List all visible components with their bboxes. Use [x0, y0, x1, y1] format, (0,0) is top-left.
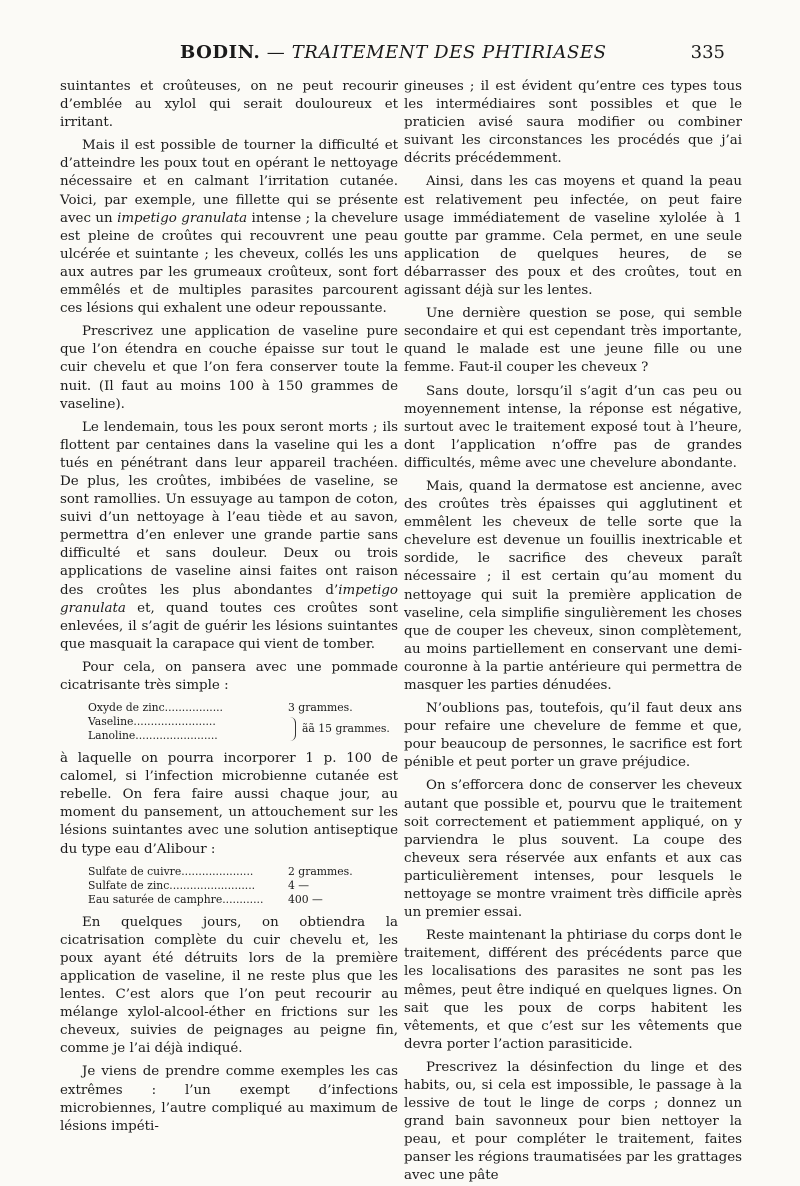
paragraph: à laquelle on pourra incorporer 1 p. 100 de calomel, si l’infection microbienne cutanée est rebelle. On fera faire aussi chaque jour, au moment du pansement, un attouchement sur les lésions suintantes avec une solution antiseptique du type eau d’Alibour : [60, 751, 398, 857]
page-number: 335 [690, 42, 725, 63]
paragraph: Prescrivez la désinfection du linge et des habits, ou, si cela est impossible, le passage à la lessive de tout le linge de corps ; donnez un grand bain savonneux pour bien nettoyer la peau, et pour compléter le traitement, faites panser les régions traumatisées par les grattages avec une pâte [404, 1059, 742, 1184]
latin-term: impetigo granulata [117, 210, 248, 226]
paragraph: Prescrivez une application de vaseline pure que l’on étendra en couche épaisse sur tout le cuir chevelu et que l’on fera conserver toute la nuit. (Il faut au moins 100 à 150 grammes de vaseline). [60, 324, 398, 412]
paragraph: Une dernière question se pose, qui semble secondaire et qui est cependant très importante, quand le malade est une jeune fille ou une femme. Faut-il couper les cheveux ? [404, 306, 742, 376]
formula-row: Oxyde de zinc................. 3 grammes. [88, 701, 353, 715]
paragraph: gineuses ; il est évident qu’entre ces types tous les intermédiaires sont possibles et que le praticien avisé saura modifier ou combiner suivant les circonstances les procédés que j’ai décrits précédemment. [404, 79, 742, 167]
formula-brace-group: Vaseline........................ Lanoline........................ ãã 15 grammes. [88, 715, 390, 743]
header-title [180, 42, 607, 63]
formula-row: Eau saturée de camphre............ 400 — [88, 892, 323, 906]
paragraph: N’oublions pas, toutefois, qu’il faut deux ans pour refaire une chevelure de femme et que, pour beaucoup de personnes, le sacrifice est fort pénible et peut porter un grave préjudice. [404, 701, 742, 771]
formula-row: Sulfate de cuivre..................... 2 grammes. [88, 864, 353, 878]
right-column [404, 78, 742, 1186]
formula-pommade [88, 701, 398, 743]
paragraph: En quelques jours, on obtiendra la cicatrisation complète du cuir chevelu et, les poux ayant été détruits lors de la première application de vaseline, il ne reste plus que les lentes. C’est alors que l’on peut recourir au mélange xylol-alcool-éther en frictions sur les cheveux, suivies de peignages au peigne fin, comme je l’ai déjà indiqué. [60, 914, 398, 1057]
latin-term: impetigo granulata [60, 582, 398, 616]
header-author: BODIN. [180, 42, 261, 63]
formula-eau-alibour [88, 865, 398, 907]
paragraph: Le lendemain, tous les poux seront morts ; ils flottent par centaines dans la vaseline qui les a tués en pénétrant dans leur appareil trachéen. De plus, les croûtes, imbibées de vaseline, se sont ramollies. Un essuyage au tampon de coton, suivi d’un nettoyage à l’eau tiède et au savon, permettra d’en enlever une grande partie sans difficulté et sans douleur. Deux ou trois applications de vaseline ainsi faites ont raison des croûtes les plus abondantes d’impetigo granulata et, quand toutes ces croûtes sont enlevées, il s’agit de guérir les lésions suintantes que masquait la carapace qui vient de tomber. [60, 419, 398, 652]
header-dash: — [260, 42, 292, 63]
running-header [0, 38, 800, 68]
paragraph: Ainsi, dans les cas moyens et quand la peau est relativement peu infectée, on peut faire usage immédiatement de vaseline xylolée à 1 goutte par gramme. Cela permet, en une seule application de quelques heures, de se débarrasser des poux et des croûtes, tout en agissant déjà sur les lentes. [404, 174, 742, 299]
left-column [60, 78, 398, 1136]
paragraph: Mais il est possible de tourner la difficulté et d’atteindre les poux tout en opérant le nettoyage nécessaire et en calmant l’irritation cutanée. Voici, par exemple, une fillette qui se présente avec un impetigo granulata intense ; la chevelure est pleine de croûtes qui recouvrent une peau ulcérée et suintante ; les cheveux, collés les uns aux autres par les grumeaux croûteux, sont fort emmêlés et de multiples parasites parcourent ces lésions qui exhalent une odeur repoussante. [60, 138, 399, 317]
formula-row: Sulfate de zinc......................... 4 — [88, 878, 310, 892]
paragraph: Je viens de prendre comme exemples les cas extrêmes : l’un exempt d’infections microbiennes, l’autre compliqué au maximum de lésions impéti- [60, 1064, 398, 1134]
paragraph: On s’efforcera donc de conserver les cheveux autant que possible et, pourvu que le traitement soit correctement et patiemment appliqué, on y parviendra le plus souvent. La coupe des cheveux sera réservée aux enfants et aux cas particulièrement intenses, pour lesquels le nettoyage se montre vraiment très difficile après un premier essai. [404, 778, 742, 921]
paragraph: Mais, quand la dermatose est ancienne, avec des croûtes très épaisses qui agglutinent et emmêlent les cheveux de telle sorte que la chevelure est devenue un fouillis inextricable et sordide, le sacrifice des cheveux paraît nécessaire ; il est certain qu’au moment du nettoyage qui suit la première application de vaseline, cela simplifie singulièrement les choses que de couper les cheveux, sinon complètement, au moins partiellement en conservant une demi-couronne à la partie antérieure qui permettra de masquer les parties dénudées. [404, 478, 742, 693]
header-subject: TRAITEMENT DES PHTIRIASES [291, 42, 607, 63]
paragraph: Sans doute, lorsqu’il s’agit d’un cas peu ou moyennement intense, la réponse est négative, surtout avec le traitement exposé tout à l’heure, dont l’application n’offre pas de grandes difficultés, même avec une chevelure abondante. [404, 383, 742, 471]
paragraph: Pour cela, on pansera avec une pommade cicatrisante très simple : [60, 659, 398, 693]
paragraph: Reste maintenant la phtiriase du corps dont le traitement, différent des précédents parce que les localisations des parasites ne sont pas les mêmes, peut être indiqué en quelques lignes. On sait que les poux de corps habitent les vêtements, et que c’est sur les vêtements que devra porter l’action parasiticide. [404, 928, 742, 1052]
paragraph: suintantes et croûteuses, on ne peut recourir d’emblée au xylol qui serait douloureux et irritant. [60, 79, 398, 131]
brace-mark [288, 717, 296, 741]
